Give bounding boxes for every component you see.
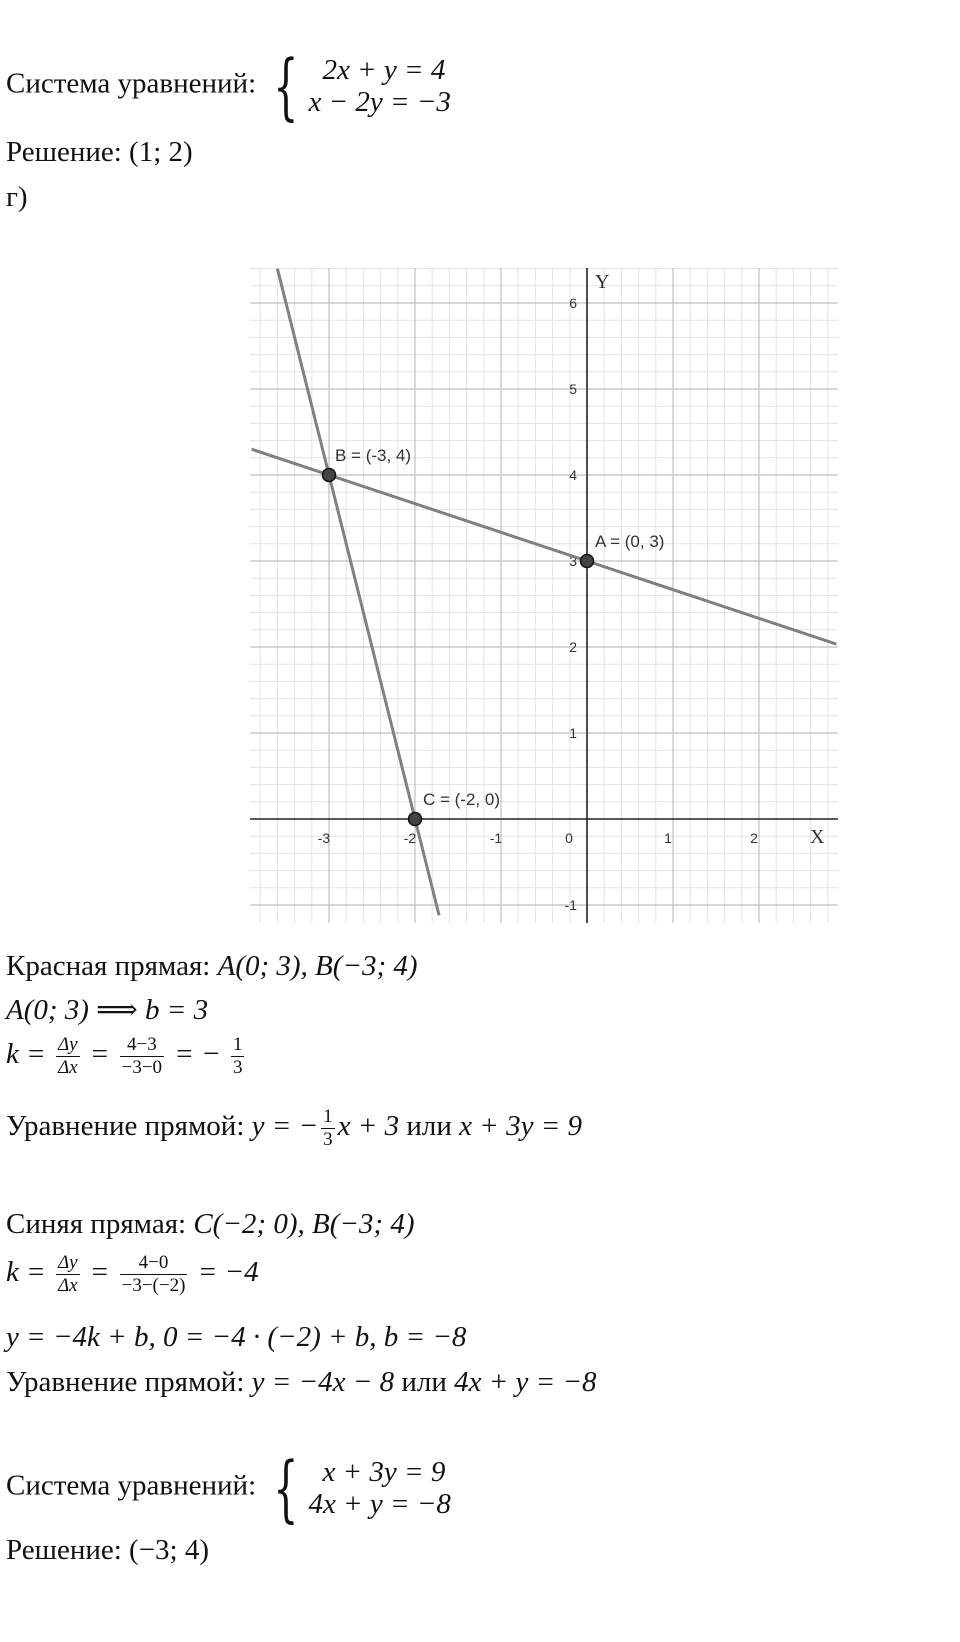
line-through-A-B (252, 449, 837, 644)
system-2-brace: { (273, 1446, 299, 1530)
blue-k-lhs: k = (6, 1256, 46, 1288)
x-tick-label: -2 (403, 830, 417, 846)
y-tick-label: 1 (569, 725, 577, 741)
point-marker (409, 813, 422, 826)
y-tick-label: -1 (564, 897, 577, 913)
x-axis-label: X (810, 826, 825, 848)
blue-eq-label: Уравнение прямой: (6, 1366, 245, 1398)
system-2-eq1: x + 3y = 9 (322, 1455, 446, 1488)
blue-line-label: Синяя прямая: (6, 1208, 187, 1240)
blue-eq-or: или (401, 1366, 447, 1398)
solution-2 (6, 1536, 209, 1565)
red-k-frac-values (120, 1034, 164, 1079)
x-tick-label: 0 (565, 830, 573, 846)
red-eq-frac-num: 1 (323, 1106, 333, 1127)
red-line-points-row (6, 952, 418, 981)
blue-k-frac-delta-num: Δy (57, 1252, 78, 1273)
x-tick-label: -3 (317, 830, 331, 846)
system-1-eq1: 2x + y = 4 (322, 53, 446, 86)
y-axis-label: Y (595, 271, 610, 293)
y-tick-label: 3 (569, 553, 577, 569)
red-k-frac-delta (56, 1034, 80, 1079)
red-eq-or: или (406, 1110, 452, 1142)
system-1-label: Система уравнений: (6, 67, 257, 100)
red-line-implication: A(0; 3) ⟹ b = 3 (6, 994, 209, 1026)
system-2-eq2: 4x + y = −8 (308, 1488, 451, 1520)
blue-k-frac-delta (56, 1252, 80, 1297)
red-k-frac-result-den: 3 (232, 1056, 243, 1078)
point-label: B = (-3, 4) (335, 446, 412, 465)
system-1-eq2: x − 2y = −3 (308, 86, 451, 118)
red-k-frac-result-num: 1 (232, 1034, 243, 1055)
blue-k-frac-values-num: 4−0 (120, 1252, 188, 1275)
red-eq-prefix: y = − (251, 1110, 319, 1142)
blue-k-result: = −4 (197, 1256, 259, 1288)
y-tick-label: 5 (569, 381, 577, 397)
red-k-result-prefix: = − (174, 1038, 221, 1070)
point-marker (581, 555, 594, 568)
solution-1-value: (1; 2) (129, 136, 193, 168)
red-k-frac-delta-den: Δx (57, 1056, 78, 1078)
solution-1-label: Решение: (6, 136, 122, 168)
red-eq-label: Уравнение прямой: (6, 1110, 245, 1142)
blue-k-frac-values-den: −3−(−2) (121, 1274, 186, 1296)
system-2-label: Система уравнений: (6, 1469, 257, 1502)
x-tick-label: -1 (489, 830, 503, 846)
blue-line-points: C(−2; 0), B(−3; 4) (193, 1208, 415, 1240)
solution-2-label: Решение: (6, 1534, 122, 1566)
y-tick-label: 2 (569, 639, 577, 655)
red-eq-alt: x + 3y = 9 (459, 1110, 583, 1142)
solution-2-value: (−3; 4) (129, 1534, 210, 1566)
blue-eq-alt: 4x + y = −8 (454, 1366, 597, 1398)
y-tick-label: 6 (569, 295, 577, 311)
point-marker (323, 469, 336, 482)
blue-line-b-calculation: y = −4k + b, 0 = −4 · (−2) + b, b = −8 (6, 1321, 467, 1353)
system-1-brace: { (273, 44, 299, 128)
blue-line-equation (6, 1368, 597, 1397)
x-tick-label: 1 (664, 830, 672, 846)
system-1 (6, 44, 451, 128)
coordinate-graph (250, 268, 838, 923)
red-eq-frac (321, 1106, 335, 1151)
system-1-equations (308, 54, 450, 119)
red-line-equation (6, 1106, 582, 1151)
solution-1 (6, 138, 193, 167)
red-k-frac-values-num: 4−3 (120, 1034, 164, 1057)
blue-line-points-row (6, 1210, 414, 1239)
red-line-label: Красная прямая: (6, 950, 211, 982)
red-eq-suffix: x + 3 (337, 1110, 400, 1142)
x-tick-label: 2 (750, 830, 758, 846)
part-label: г) (6, 181, 28, 213)
blue-line-slope: k = $\frac{\Delta y}{\Delta x}$ = $\frac{4-0}{-3-(-2)}$ = −4 (6, 1252, 259, 1296)
system-2 (6, 1446, 451, 1530)
red-k-frac-delta-num: Δy (57, 1034, 78, 1055)
red-line-points: A(0; 3), B(−3; 4) (217, 950, 418, 982)
red-eq-frac-den: 3 (323, 1128, 333, 1150)
blue-eq: y = −4x − 8 (251, 1366, 395, 1398)
blue-k-frac-delta-den: Δx (57, 1274, 78, 1296)
point-label: A = (0, 3) (595, 532, 665, 551)
y-tick-label: 4 (569, 467, 577, 483)
system-2-equations (308, 1456, 450, 1521)
blue-k-frac-values (120, 1252, 188, 1297)
red-k-frac-values-den: −3−0 (121, 1056, 163, 1078)
red-line-slope: k = $\frac{\Delta y}{\Delta x}$ = $\frac{4-3}{-3-0}$ = − $\frac{1}{3}$ (6, 1034, 243, 1078)
point-label: C = (-2, 0) (423, 790, 500, 809)
red-k-frac-result (231, 1034, 245, 1079)
red-k-lhs: k = (6, 1038, 46, 1070)
